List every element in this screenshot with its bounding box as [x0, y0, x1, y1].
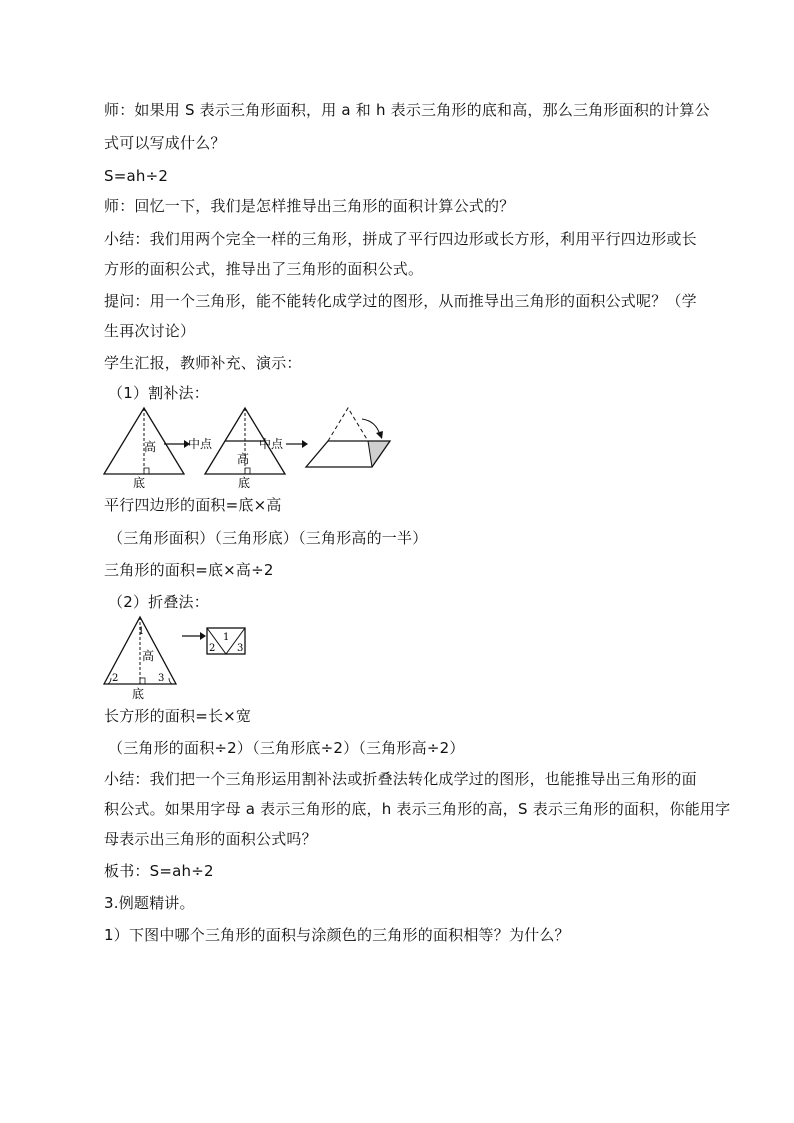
angle-3-label: 3	[158, 673, 165, 684]
example-question-1: 1）下图中哪个三角形的面积与涂颜色的三角形的面积相等？为什么？	[104, 926, 570, 944]
height-label-1: 高	[144, 440, 157, 454]
parallelogram-area-formula: 平行四边形的面积=底×高	[104, 496, 282, 514]
paragraph-question-cont: 生再次讨论）	[104, 322, 196, 340]
formula-line: S=ah÷2	[104, 167, 169, 185]
fold-base-label: 底	[132, 687, 145, 701]
angle-2-arc	[108, 678, 111, 684]
paragraph-summary-2: 小结：我们把一个三角形运用割补法或折叠法转化成学过的图形，也能推导出三角形的面	[104, 770, 697, 788]
method-1-heading: （1）割补法：	[108, 384, 209, 402]
arrow-2-head	[302, 440, 308, 448]
fold-height-label: 高	[142, 649, 155, 663]
rectangle-area-formula: 长方形的面积=长×宽	[104, 707, 252, 725]
angle-1-label: 1	[138, 626, 145, 637]
angle-3-arc	[169, 678, 172, 684]
midpoint-label-1: 中点	[188, 437, 213, 451]
base-label-1: 底	[133, 476, 146, 490]
rect-angle-2: 2	[209, 643, 216, 654]
paragraph-formula-question: 师：如果用 S 表示三角形面积，用 a 和 h 表示三角形的底和高，那么三角形面积的计算公	[104, 101, 710, 119]
angle-2-label: 2	[112, 673, 119, 684]
cut-fill-diagram	[100, 405, 410, 490]
paragraph-question: 提问：用一个三角形，能不能转化成学过的图形，从而推导出三角形的面积公式呢？（学	[104, 292, 697, 310]
correspondence-line-1: （三角形面积）（三角形底）（三角形高的一半）	[108, 529, 428, 547]
rotate-arrow-head	[376, 431, 383, 439]
correspondence-line-2: （三角形的面积÷2）（三角形底÷2）（三角形高÷2）	[108, 739, 465, 757]
paragraph-report: 学生汇报，教师补充、演示：	[104, 354, 302, 372]
triangle-area-formula-1: 三角形的面积=底×高÷2	[104, 561, 274, 579]
paragraph-summary-1-cont: 方形的面积公式，推导出了三角形的面积公式。	[104, 260, 424, 278]
paragraph-summary-1: 小结：我们用两个完全一样的三角形，拼成了平行四边形或长方形，利用平行四边形或长	[104, 230, 697, 248]
paragraph-recall: 师：回忆一下，我们是怎样推导出三角形的面积计算公式的？	[104, 197, 515, 215]
midpoint-label-2: 中点	[259, 437, 284, 451]
section-example-heading: 3.例题精讲。	[104, 894, 195, 912]
fold-right-angle	[140, 678, 145, 684]
paragraph-formula-question-cont: 式可以写成什么？	[104, 134, 226, 152]
fold-arrow-head	[200, 632, 206, 640]
paragraph-summary-2-cont-1: 积公式。如果用字母 a 表示三角形的底，h 表示三角形的高，S 表示三角形的面积，你能用字	[104, 800, 731, 818]
right-angle-mark-1	[144, 468, 149, 474]
paragraph-summary-2-cont-2: 母表示出三角形的面积公式吗？	[104, 830, 317, 848]
removed-top-outline	[328, 408, 368, 441]
rotate-arrow-curve	[362, 419, 380, 435]
method-2-heading: （2）折叠法：	[108, 593, 209, 611]
base-label-2: 底	[238, 476, 251, 490]
rect-angle-3: 3	[237, 643, 244, 654]
folding-diagram	[100, 614, 260, 702]
height-label-2: 高	[237, 452, 250, 466]
blackboard-formula: 板书：S=ah÷2	[104, 862, 214, 880]
right-angle-mark-2	[245, 468, 250, 474]
rect-angle-1: 1	[223, 632, 230, 643]
